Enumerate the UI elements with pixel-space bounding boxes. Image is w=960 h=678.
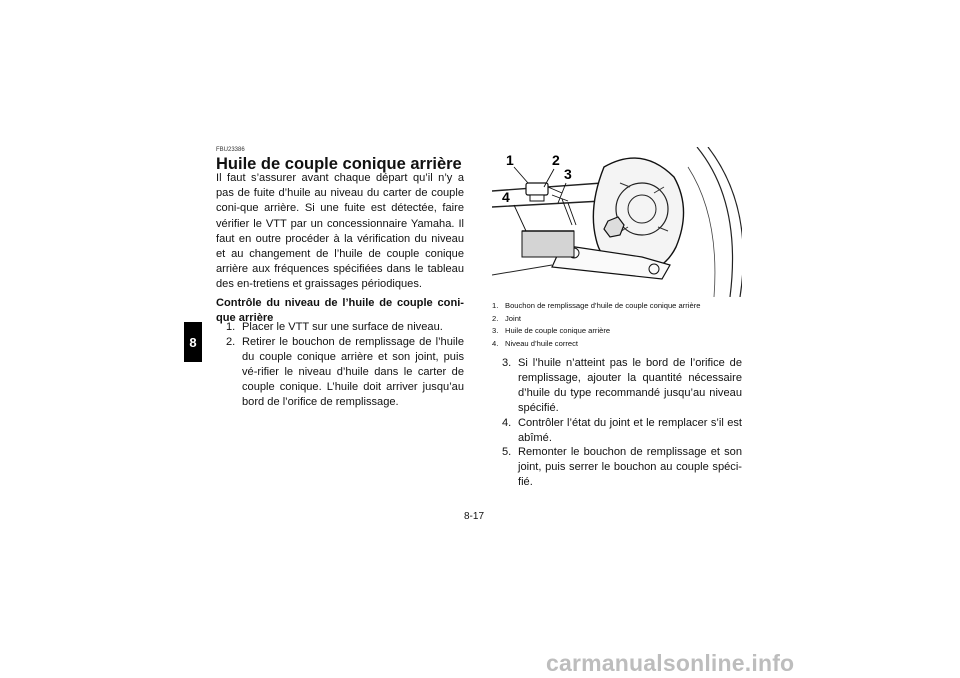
step-text: Remonter le bouchon de remplissage et son joint, puis serrer le bouchon au couple spéci-fié. [518,446,742,489]
step-text: Retirer le bouchon de remplissage de l’huile du couple conique arrière et son joint, puis vé-rifier le niveau d’huile dans le carter de couple conique. L’huile doit arriver jusqu’au bord de l’orifice de remplissage. [242,335,464,408]
step-item [216,335,464,410]
step-item [492,445,742,490]
step-text: Placer le VTT sur une surface de niveau. [242,321,443,333]
intro-paragraph: Il faut s’assurer avant chaque départ qu’il n’y a pas de fuite d’huile au niveau du carter de couple coni-que arrière. Si une fuite est détectée, faire vérifier le VTT par un concessionnaire Yamaha. Il faut en outre procéder à la vérification du niveau et au changement de l’huile de couple conique arrière aux fréquences spécifiées dans le tableau des en-tretiens et graissages périodiques. [216,172,464,291]
step-text: Si l’huile n’atteint pas le bord de l’orifice de remplissage, ajouter la quantité nécessaire d’huile du type recommandé jusqu’au niveau spécifié. [518,357,742,414]
callout-4: 4 [502,189,510,205]
plug-gasket [530,195,544,201]
caption-text: Niveau d’huile correct [505,338,579,348]
steps-list-left [216,320,464,409]
caption-number: 3. [492,326,499,335]
oil-filler-illustration [492,147,742,297]
figure-captions [492,300,744,350]
caption-text: Bouchon de remplissage d’huile de couple conique arrière [505,301,701,310]
caption-number: 2. [492,313,499,323]
caption-item [492,313,744,326]
step-number: 5. [502,446,512,459]
step-item [492,416,742,446]
step-item [492,356,742,416]
steps-list-right [492,356,742,490]
subheading: Contrôle du niveau de l’huile de couple coni-que arrière [216,297,464,324]
caption-number: 1. [492,301,499,310]
step-number: 3. [502,357,512,369]
caption-text: Joint [505,313,522,323]
callout-1: 1 [506,152,514,168]
caption-item [492,325,744,338]
caption-number: 4. [492,338,499,348]
step-item [216,320,464,335]
page-number: 8-17 [464,511,485,522]
plug-cap [526,183,548,195]
step-number: 2. [226,335,236,348]
step-number: 1. [226,321,236,333]
callout-2: 2 [552,152,560,168]
section-title: Huile de couple conique arrière [216,155,462,173]
caption-text: Huile de couple conique arrière [505,326,611,335]
caption-item [492,338,744,351]
callout-3: 3 [564,166,572,182]
caption-item [492,300,744,313]
step-number: 4. [502,416,512,429]
section-code: FBU23386 [216,147,245,153]
step-text: Contrôler l’état du joint et le remplacer s’il est abîmé. [518,416,742,444]
chapter-tab: 8 [184,322,202,362]
watermark: carmanualsonline.info [546,650,795,676]
oil-level-inset [522,231,574,257]
